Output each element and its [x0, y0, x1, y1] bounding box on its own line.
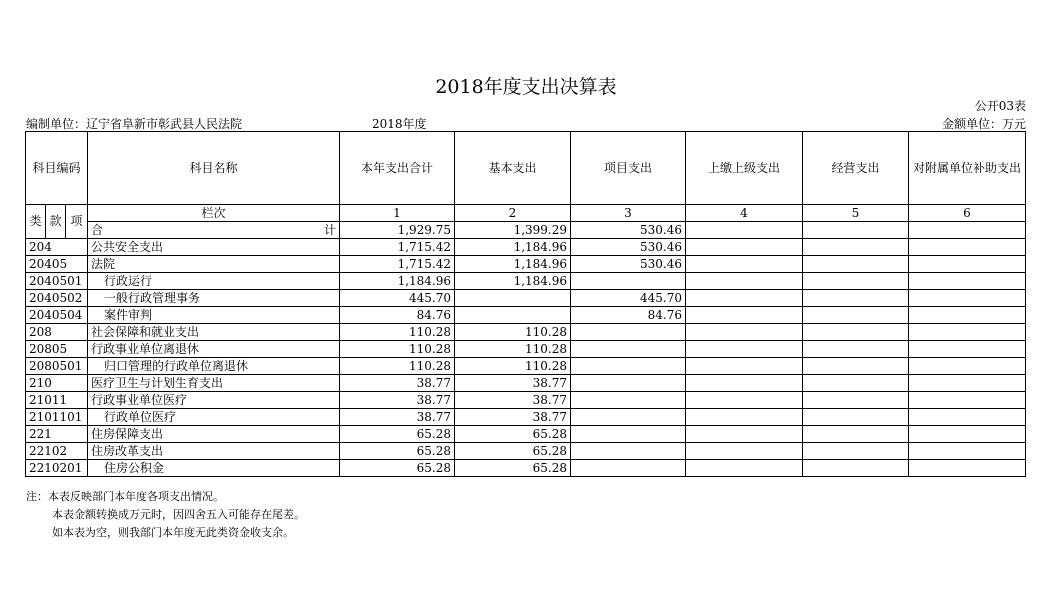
row-total: 38.77 [340, 409, 455, 426]
row-business [803, 239, 909, 256]
row-total: 1,715.42 [340, 239, 455, 256]
row-code: 221 [26, 426, 88, 443]
row-upper [686, 256, 803, 273]
row-name: 行政单位医疗 [88, 409, 340, 426]
note-1: 注：本表反映部门本年度各项支出情况。 [26, 490, 224, 503]
column-number-4: 4 [686, 205, 803, 222]
header-subsidy: 对附属单位补助支出 [909, 132, 1026, 205]
row-upper [686, 307, 803, 324]
total-basic: 1,399.29 [455, 222, 571, 239]
row-business [803, 341, 909, 358]
note-2: 本表金额转换成万元时，因四舍五入可能存在尾差。 [52, 508, 305, 521]
data-rows [26, 239, 1026, 477]
table-row [26, 341, 1026, 358]
row-subsidy [909, 341, 1026, 358]
row-name: 一般行政管理事务 [88, 290, 340, 307]
row-basic: 110.28 [455, 358, 571, 375]
row-code: 2080501 [26, 358, 88, 375]
row-project: 445.70 [571, 290, 686, 307]
table-row [26, 256, 1026, 273]
total-upper [686, 222, 803, 239]
row-project: 530.46 [571, 239, 686, 256]
table-row [26, 375, 1026, 392]
row-basic: 38.77 [455, 409, 571, 426]
row-name: 行政运行 [88, 273, 340, 290]
note-3: 如本表为空，则我部门本年度无此类资金收支余。 [52, 526, 294, 539]
total-label [88, 222, 340, 239]
row-upper [686, 392, 803, 409]
row-name: 行政事业单位离退休 [88, 341, 340, 358]
row-upper [686, 426, 803, 443]
total-project: 530.46 [571, 222, 686, 239]
row-code: 2210201 [26, 460, 88, 477]
report-title: 2018年度支出决算表 [435, 76, 617, 98]
row-subsidy [909, 290, 1026, 307]
header-project: 项目支出 [571, 132, 686, 205]
row-basic: 38.77 [455, 375, 571, 392]
row-business [803, 290, 909, 307]
row-total: 65.28 [340, 460, 455, 477]
table-row [26, 239, 1026, 256]
row-total: 110.28 [340, 358, 455, 375]
row-upper [686, 460, 803, 477]
row-total: 1,715.42 [340, 256, 455, 273]
column-number-5: 5 [803, 205, 909, 222]
row-basic: 65.28 [455, 460, 571, 477]
header-row [26, 132, 1026, 205]
row-subsidy [909, 460, 1026, 477]
table-row [26, 324, 1026, 341]
column-number-row [26, 205, 1026, 222]
row-project [571, 409, 686, 426]
row-name: 行政事业单位医疗 [88, 392, 340, 409]
expenditure-table [25, 131, 1026, 477]
total-sum: 1,929.75 [340, 222, 455, 239]
total-label-he: 合 [91, 222, 104, 237]
row-project [571, 375, 686, 392]
row-total: 65.28 [340, 426, 455, 443]
row-project [571, 460, 686, 477]
total-subsidy [909, 222, 1026, 239]
row-upper [686, 273, 803, 290]
row-business [803, 324, 909, 341]
row-code: 2040501 [26, 273, 88, 290]
total-business [803, 222, 909, 239]
row-upper [686, 324, 803, 341]
row-subsidy [909, 324, 1026, 341]
row-basic: 1,184.96 [455, 256, 571, 273]
row-business [803, 409, 909, 426]
row-code: 210 [26, 375, 88, 392]
row-code: 22102 [26, 443, 88, 460]
table-row [26, 392, 1026, 409]
row-subsidy [909, 239, 1026, 256]
form-number: 公开03表 [974, 99, 1026, 113]
table-row [26, 273, 1026, 290]
row-business [803, 358, 909, 375]
row-project: 84.76 [571, 307, 686, 324]
notes [26, 488, 305, 542]
row-business [803, 256, 909, 273]
row-business [803, 375, 909, 392]
amount-unit: 金额单位：万元 [941, 117, 1026, 131]
header-xiang: 项 [66, 205, 88, 239]
column-number-1: 1 [340, 205, 455, 222]
row-upper [686, 341, 803, 358]
row-code: 2101101 [26, 409, 88, 426]
row-code: 21011 [26, 392, 88, 409]
report-meta-row [26, 115, 1026, 131]
row-total: 110.28 [340, 341, 455, 358]
row-name: 案件审判 [88, 307, 340, 324]
row-project [571, 426, 686, 443]
row-project [571, 443, 686, 460]
row-basic [455, 290, 571, 307]
row-business [803, 273, 909, 290]
row-business [803, 307, 909, 324]
row-subsidy [909, 443, 1026, 460]
row-code: 2040502 [26, 290, 88, 307]
row-name: 住房公积金 [88, 460, 340, 477]
row-project: 530.46 [571, 256, 686, 273]
table-row [26, 443, 1026, 460]
row-total: 38.77 [340, 375, 455, 392]
row-total: 1,184.96 [340, 273, 455, 290]
header-code: 科目编码 [26, 132, 88, 205]
row-project [571, 273, 686, 290]
row-total: 38.77 [340, 392, 455, 409]
row-upper [686, 290, 803, 307]
compiling-unit: 编制单位：辽宁省阜新市彰武县人民法院 [26, 117, 243, 131]
row-basic: 65.28 [455, 426, 571, 443]
row-project [571, 324, 686, 341]
row-total: 445.70 [340, 290, 455, 307]
table-row [26, 460, 1026, 477]
header-lanci: 栏次 [88, 205, 340, 222]
row-basic: 38.77 [455, 392, 571, 409]
row-basic: 1,184.96 [455, 273, 571, 290]
row-subsidy [909, 392, 1026, 409]
header-name: 科目名称 [88, 132, 340, 205]
row-basic: 110.28 [455, 324, 571, 341]
row-subsidy [909, 273, 1026, 290]
report-year: 2018年度 [372, 117, 427, 131]
row-project [571, 341, 686, 358]
column-number-6: 6 [909, 205, 1026, 222]
row-basic [455, 307, 571, 324]
row-name: 医疗卫生与计划生育支出 [88, 375, 340, 392]
row-subsidy [909, 256, 1026, 273]
table-row [26, 290, 1026, 307]
row-basic: 1,184.96 [455, 239, 571, 256]
row-project [571, 358, 686, 375]
row-upper [686, 409, 803, 426]
row-name: 公共安全支出 [88, 239, 340, 256]
row-business [803, 460, 909, 477]
row-upper [686, 375, 803, 392]
row-business [803, 443, 909, 460]
row-subsidy [909, 426, 1026, 443]
row-subsidy [909, 307, 1026, 324]
header-lei: 类 [26, 205, 46, 239]
row-code: 208 [26, 324, 88, 341]
row-code: 20405 [26, 256, 88, 273]
row-business [803, 392, 909, 409]
row-basic: 110.28 [455, 341, 571, 358]
row-basic: 65.28 [455, 443, 571, 460]
header-business: 经营支出 [803, 132, 909, 205]
total-row [26, 222, 1026, 239]
header-basic: 基本支出 [455, 132, 571, 205]
table-row [26, 358, 1026, 375]
row-code: 2040504 [26, 307, 88, 324]
row-total: 110.28 [340, 324, 455, 341]
row-total: 84.76 [340, 307, 455, 324]
row-name: 住房改革支出 [88, 443, 340, 460]
header-total: 本年支出合计 [340, 132, 455, 205]
row-name: 归口管理的行政单位离退休 [88, 358, 340, 375]
row-name: 法院 [88, 256, 340, 273]
row-upper [686, 239, 803, 256]
row-subsidy [909, 375, 1026, 392]
row-upper [686, 443, 803, 460]
table-row [26, 409, 1026, 426]
row-total: 65.28 [340, 443, 455, 460]
column-number-2: 2 [455, 205, 571, 222]
row-subsidy [909, 409, 1026, 426]
row-name: 社会保障和就业支出 [88, 324, 340, 341]
header-kuan: 款 [46, 205, 66, 239]
table-row [26, 426, 1026, 443]
row-upper [686, 358, 803, 375]
row-business [803, 426, 909, 443]
column-number-3: 3 [571, 205, 686, 222]
row-code: 20805 [26, 341, 88, 358]
header-upper: 上缴上级支出 [686, 132, 803, 205]
total-label-ji: 计 [323, 222, 336, 237]
row-project [571, 392, 686, 409]
table-row [26, 307, 1026, 324]
row-name: 住房保障支出 [88, 426, 340, 443]
row-subsidy [909, 358, 1026, 375]
row-code: 204 [26, 239, 88, 256]
